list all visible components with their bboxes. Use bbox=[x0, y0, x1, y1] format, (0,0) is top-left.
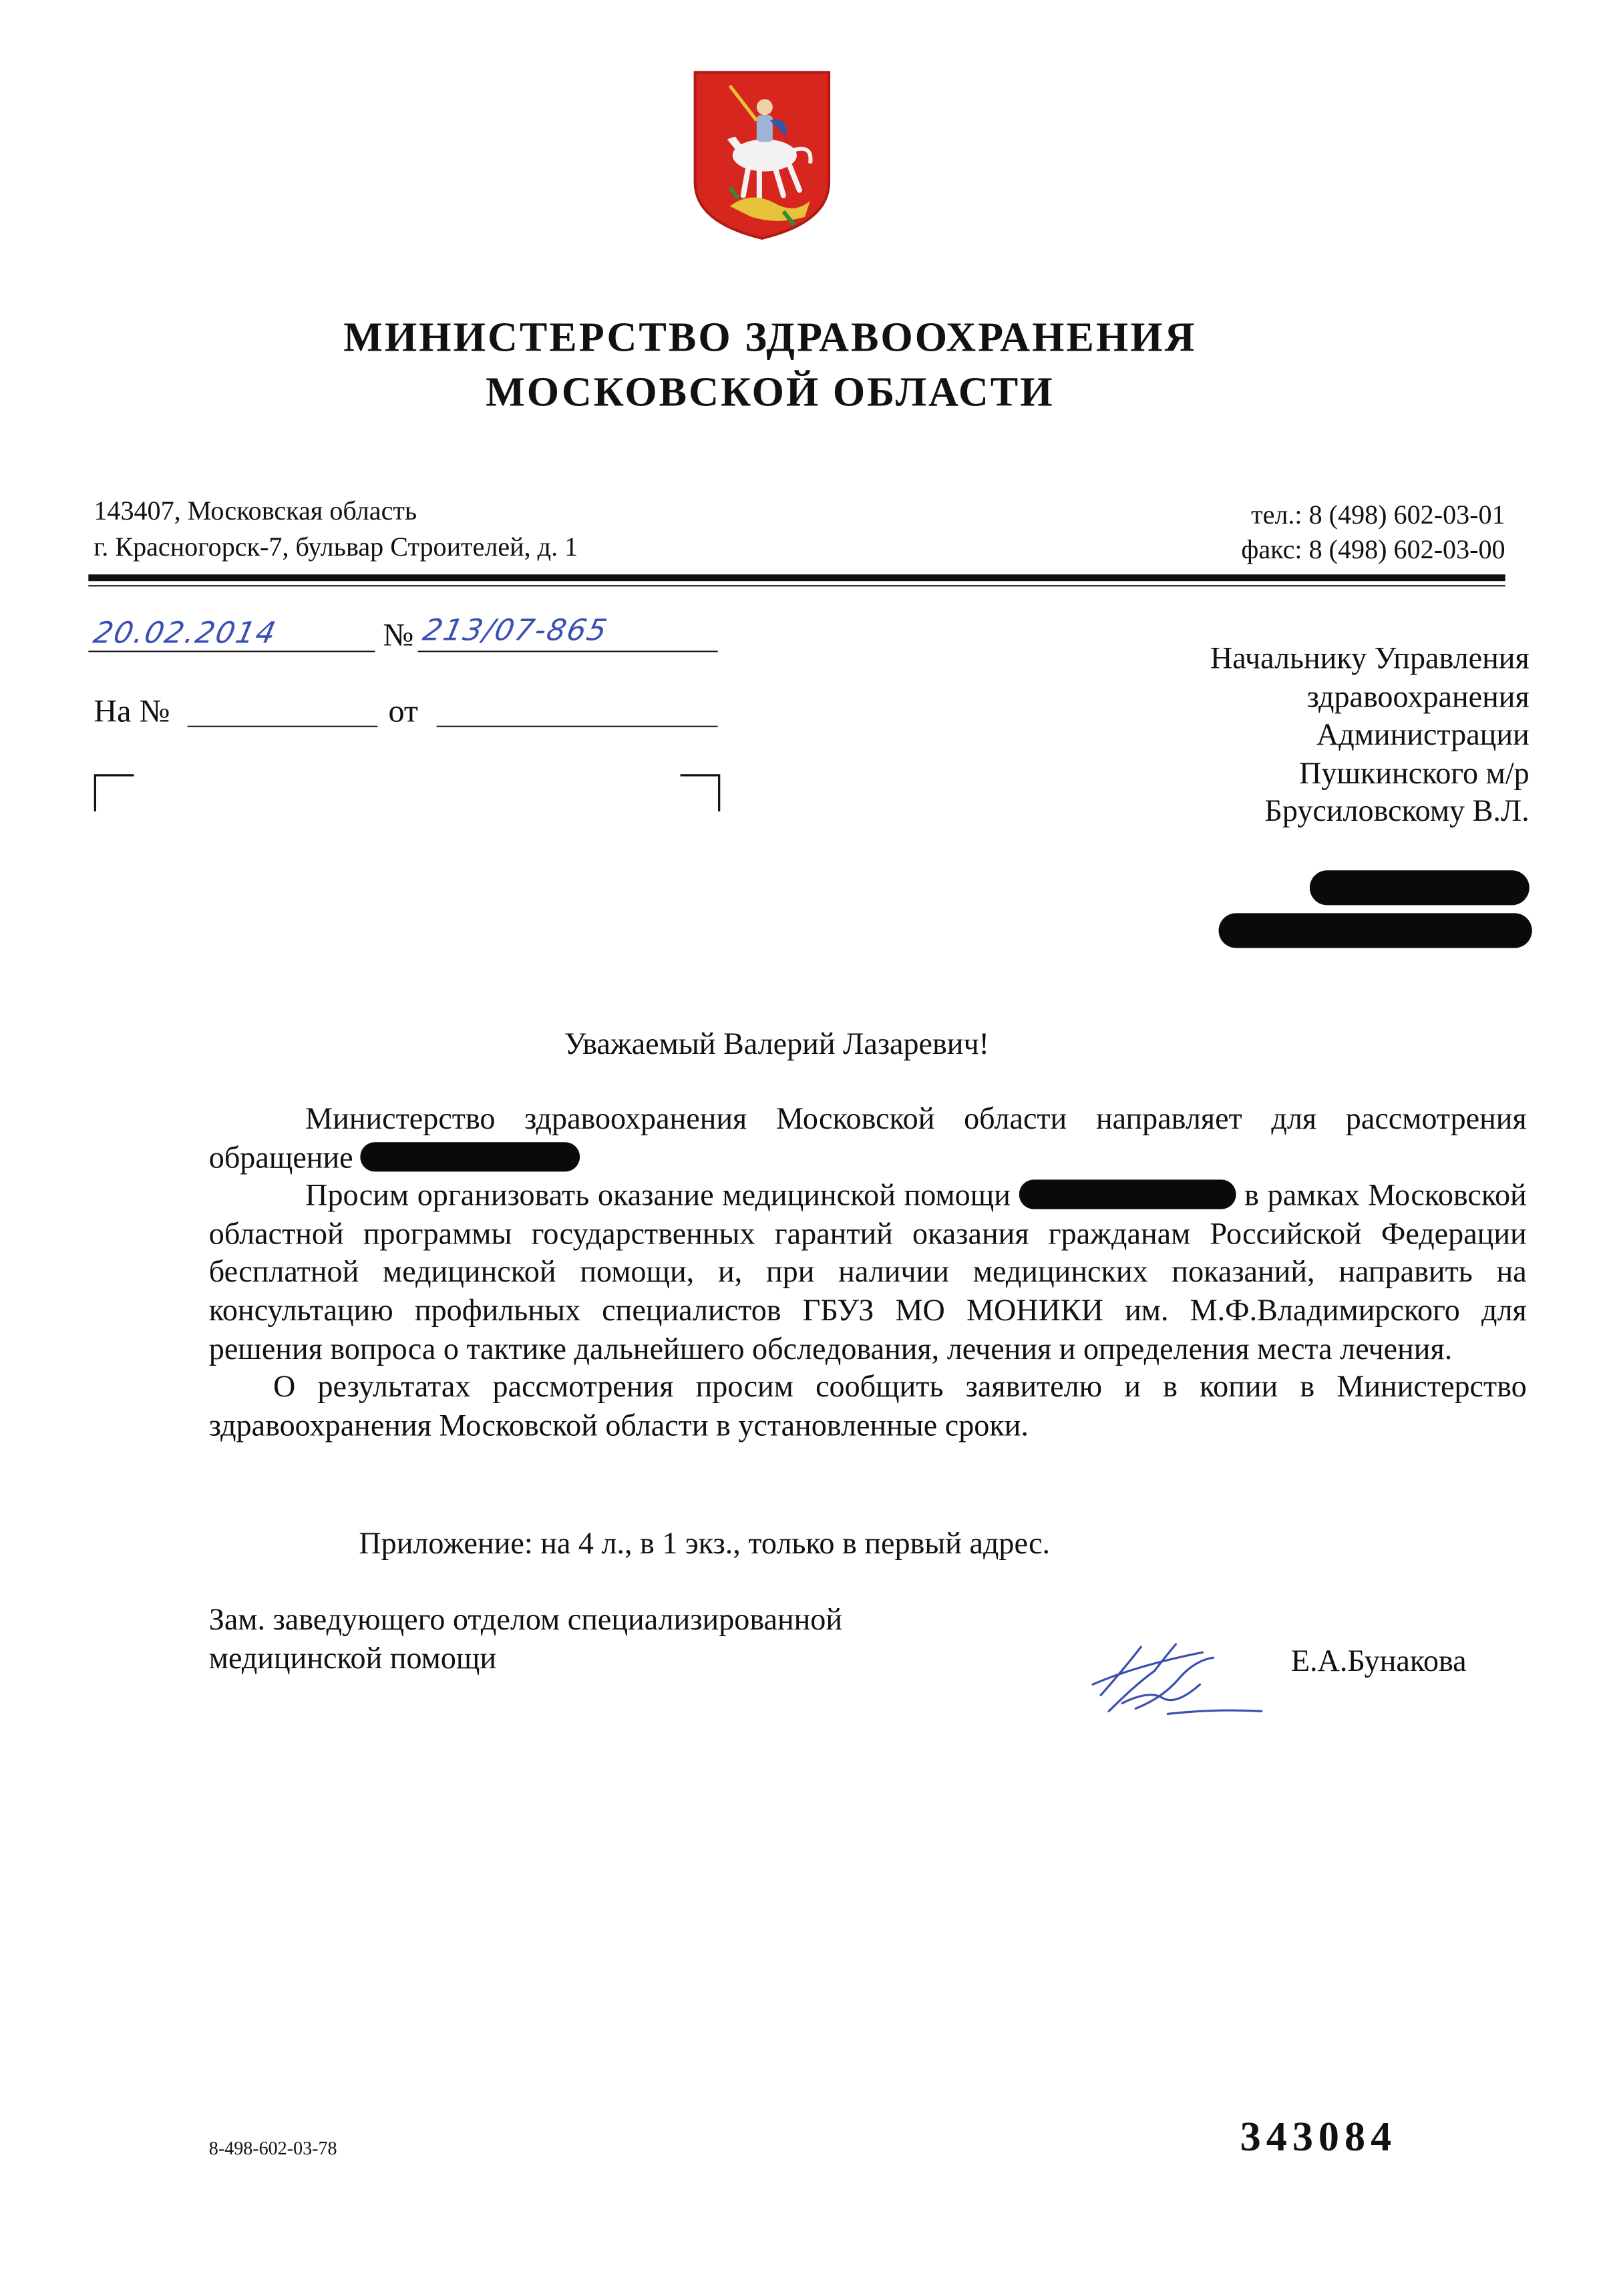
registration-date: 20.02.2014 bbox=[90, 617, 280, 651]
recipient-line: Начальнику Управления bbox=[1210, 641, 1530, 675]
executor-phone: 8-498-602-03-78 bbox=[208, 2139, 337, 2160]
number-label: № bbox=[383, 618, 414, 654]
fax-number: факс: 8 (498) 602-03-00 bbox=[1241, 536, 1505, 566]
window-corner-left bbox=[94, 774, 134, 811]
recipient-line: Пушкинского м/р bbox=[1299, 755, 1530, 789]
number-underline bbox=[418, 650, 718, 652]
redacted-patient-name bbox=[1019, 1180, 1236, 1209]
body-paragraph-2-rest: в рамках Московской областной программы государственных гарантий оказания гражданам Российской Федерации бесплатной медицинской помощи, и, при наличии медицинских показаний, направить на консультацию профильных специалистов ГБУЗ МО МОНИКИ им. М.Ф.Владимирского для решения вопроса о тактике дальнейшего обследования, лечения и определения места лечения. bbox=[208, 1178, 1527, 1366]
phone-number: тел.: 8 (498) 602-03-01 bbox=[1251, 500, 1505, 530]
recipient-line: здравоохранения bbox=[1306, 679, 1530, 713]
window-corner-right bbox=[681, 774, 721, 811]
from-underline bbox=[437, 726, 718, 727]
redacted-applicant-name bbox=[361, 1141, 580, 1171]
redacted-recipient-address-1 bbox=[1310, 870, 1530, 905]
header-divider-thin bbox=[88, 585, 1505, 586]
redacted-recipient-address-2 bbox=[1219, 913, 1532, 948]
body-paragraph-1 bbox=[209, 1101, 1527, 1177]
address-line1: 143407, Московская область bbox=[94, 496, 417, 526]
attachment-note: Приложение: на 4 л., в 1 экз., только в первый адрес. bbox=[359, 1526, 1051, 1560]
greeting: Уважаемый Валерий Лазаревич! bbox=[564, 1026, 990, 1061]
header-divider-thick bbox=[88, 574, 1505, 581]
signer-title bbox=[209, 1601, 842, 1678]
handwritten-signature bbox=[1082, 1631, 1270, 1727]
document-serial-number: 343084 bbox=[1240, 2112, 1397, 2160]
moscow-oblast-coat-of-arms-icon bbox=[690, 67, 835, 244]
ministry-name-line2: МОСКОВСКОЙ ОБЛАСТИ bbox=[486, 368, 1055, 415]
address-line2: г. Красногорск-7, бульвар Строителей, д. 1 bbox=[94, 532, 578, 563]
body-paragraph-1-text: Министерство здравоохранения Московской области направляет для рассмотрения обращение bbox=[208, 1102, 1527, 1174]
recipient-line: Администрации bbox=[1316, 717, 1530, 751]
signer-title-line2: медицинской помощи bbox=[208, 1641, 497, 1675]
ministry-name-line1: МИНИСТЕРСТВО ЗДРАВООХРАНЕНИЯ bbox=[343, 313, 1197, 361]
from-label: от bbox=[388, 695, 418, 730]
body-paragraph-2-start: Просим организовать оказание медицинской помощи bbox=[305, 1178, 1011, 1212]
recipient-line: Брусиловскому В.Л. bbox=[1264, 793, 1530, 828]
registration-number: 213/07-865 bbox=[419, 614, 611, 648]
letter-body bbox=[209, 1101, 1527, 1445]
signer-name: Е.А.Бунакова bbox=[1290, 1644, 1467, 1678]
reply-to-underline bbox=[188, 726, 378, 727]
signer-title-line1: Зам. заведующего отделом специализированной bbox=[208, 1602, 843, 1637]
body-paragraph-2 bbox=[209, 1177, 1527, 1369]
date-underline bbox=[88, 650, 375, 652]
recipient-block bbox=[1210, 640, 1530, 831]
reply-to-label: На № bbox=[94, 695, 170, 730]
body-paragraph-3: О результатах рассмотрения просим сообщить заявителю и в копии в Министерство здравоохранения Московской области в установленные сроки. bbox=[208, 1370, 1527, 1442]
